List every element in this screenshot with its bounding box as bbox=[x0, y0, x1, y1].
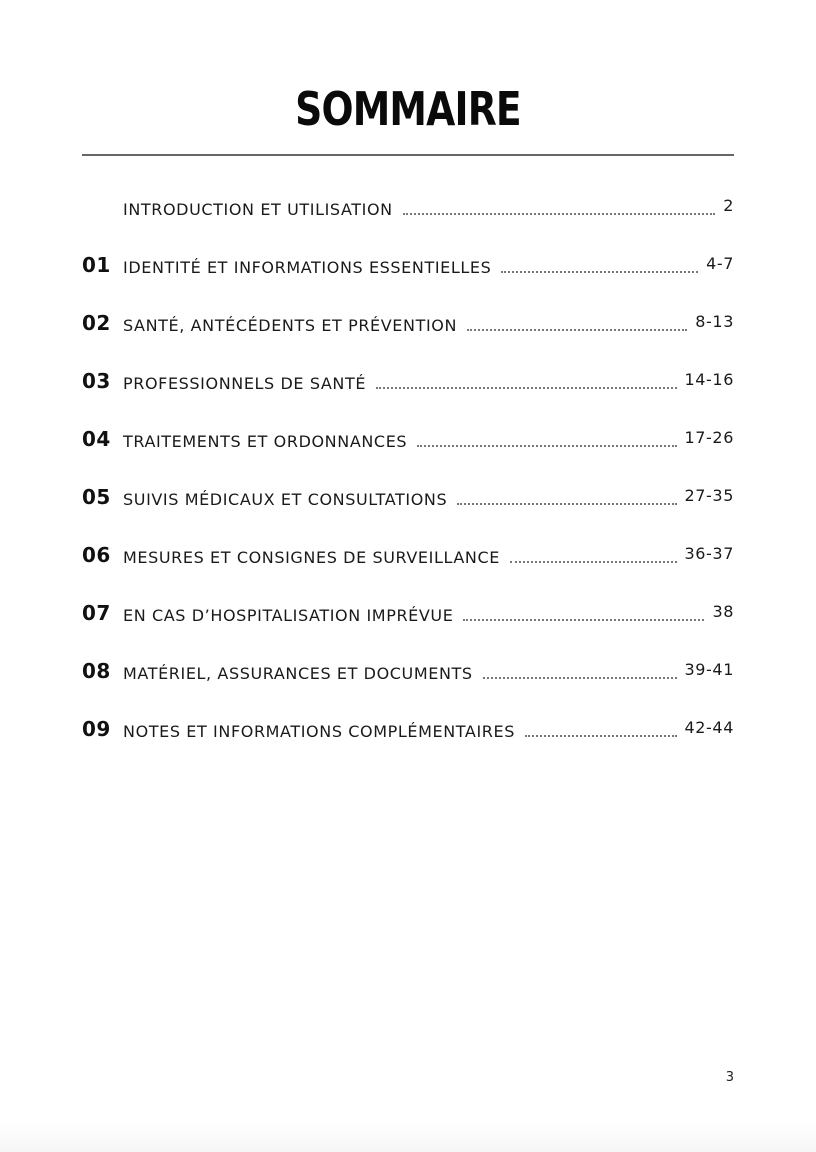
toc-entry-pages: 38 bbox=[712, 602, 734, 621]
toc-dot-leader bbox=[483, 662, 677, 679]
toc-entry-pages: 14-16 bbox=[684, 370, 734, 389]
toc-entry-label: PROFESSIONNELS DE SANTÉ bbox=[123, 374, 367, 393]
page-title: SOMMAIRE bbox=[295, 82, 521, 136]
toc-entry-03[interactable] bbox=[82, 369, 734, 430]
toc-dot-leader bbox=[510, 546, 677, 563]
toc-entry-02[interactable] bbox=[82, 311, 734, 372]
toc-entry-number: 06 bbox=[82, 543, 111, 567]
toc-entry-pages: 36-37 bbox=[684, 544, 734, 563]
toc-entry-number: 03 bbox=[82, 369, 111, 393]
toc-entry-09[interactable] bbox=[82, 717, 734, 778]
toc-entry-01[interactable] bbox=[82, 253, 734, 314]
toc-entry-number: 05 bbox=[82, 485, 111, 509]
toc-dot-leader bbox=[376, 372, 676, 389]
toc-entry-pages: 39-41 bbox=[684, 660, 734, 679]
toc-entry-label: MATÉRIEL, ASSURANCES ET DOCUMENTS bbox=[123, 664, 473, 683]
toc-entry-pages: 2 bbox=[723, 196, 734, 215]
toc-entry-number: 04 bbox=[82, 427, 111, 451]
toc-entry-label: SANTÉ, ANTÉCÉDENTS ET PRÉVENTION bbox=[123, 316, 458, 335]
toc-entry-pages: 27-35 bbox=[684, 486, 734, 505]
toc-entry-04[interactable] bbox=[82, 427, 734, 488]
page-number: 3 bbox=[725, 1070, 734, 1085]
toc-dot-leader bbox=[417, 430, 676, 447]
toc-entry-number: 08 bbox=[82, 659, 111, 683]
toc-dot-leader bbox=[525, 720, 677, 737]
toc-entry-number: 07 bbox=[82, 601, 111, 625]
toc-entry-07[interactable] bbox=[82, 601, 734, 662]
toc-entry-label: INTRODUCTION ET UTILISATION bbox=[123, 200, 393, 219]
toc-dot-leader bbox=[467, 314, 687, 331]
toc-entry-label: MESURES ET CONSIGNES DE SURVEILLANCE bbox=[123, 548, 500, 567]
toc-entry-number: 01 bbox=[82, 253, 111, 277]
title-divider bbox=[82, 154, 734, 156]
toc-dot-leader bbox=[457, 488, 676, 505]
toc-dot-leader bbox=[501, 256, 698, 273]
toc-dot-leader bbox=[463, 604, 704, 621]
toc-entry-06[interactable] bbox=[82, 543, 734, 604]
toc-entry-pages: 17-26 bbox=[684, 428, 734, 447]
toc-entry-label: SUIVIS MÉDICAUX ET CONSULTATIONS bbox=[123, 490, 448, 509]
toc-entry-pages: 42-44 bbox=[684, 718, 734, 737]
toc-entry-pages: 4-7 bbox=[706, 254, 734, 273]
toc-entry-label: NOTES ET INFORMATIONS COMPLÉMENTAIRES bbox=[123, 722, 515, 741]
toc-entry-number: 02 bbox=[82, 311, 111, 335]
toc-entry-08[interactable] bbox=[82, 659, 734, 720]
toc-entry-introduction[interactable] bbox=[82, 198, 734, 256]
toc-entry-number: 09 bbox=[82, 717, 111, 741]
toc-entry-label: TRAITEMENTS ET ORDONNANCES bbox=[123, 432, 408, 451]
toc-dot-leader bbox=[403, 198, 715, 215]
toc-entry-pages: 8-13 bbox=[695, 312, 734, 331]
table-of-contents bbox=[82, 198, 734, 778]
toc-entry-label: EN CAS D’HOSPITALISATION IMPRÉVUE bbox=[123, 606, 454, 625]
page-bottom-shadow bbox=[0, 1122, 816, 1152]
toc-entry-label: IDENTITÉ ET INFORMATIONS ESSENTIELLES bbox=[123, 258, 492, 277]
toc-entry-05[interactable] bbox=[82, 485, 734, 546]
